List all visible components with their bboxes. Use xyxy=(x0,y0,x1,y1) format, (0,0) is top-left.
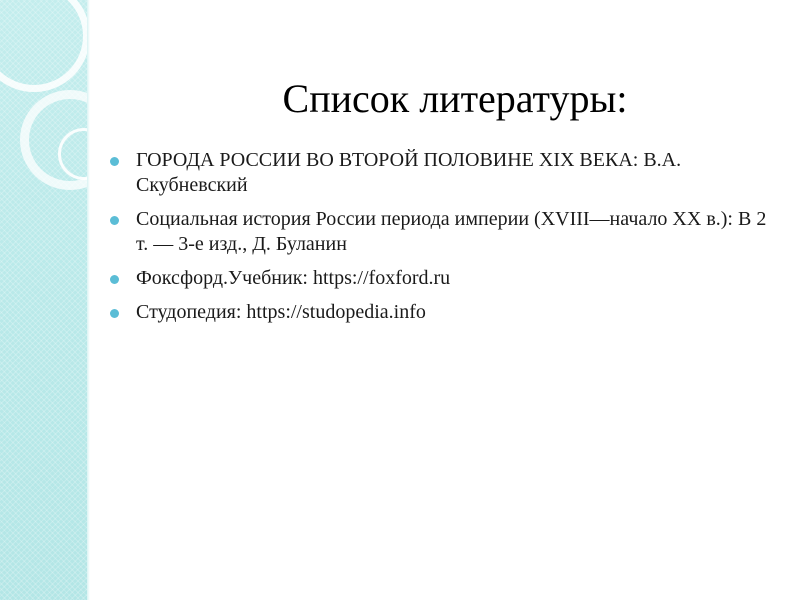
bullet-list xyxy=(104,148,774,334)
decorative-ring xyxy=(58,128,110,180)
bullet-dot-icon xyxy=(110,275,119,284)
bullet-item xyxy=(104,300,774,325)
decorative-side-panel xyxy=(0,0,88,600)
decorative-ring xyxy=(0,0,90,92)
bullet-text: ГОРОДА РОССИИ ВО ВТОРОЙ ПОЛОВИНЕ XIX ВЕКА: В.А. Скубневский xyxy=(136,149,682,196)
slide-title: Список литературы: xyxy=(282,75,628,121)
bullet-item xyxy=(104,148,774,198)
bullet-item xyxy=(104,207,774,257)
bullet-dot-icon xyxy=(110,309,119,318)
bullet-text: Студопедия: https://studopedia.info xyxy=(136,301,426,323)
bullet-text: Социальная история России периода империи (XVIII—начало XX в.): В 2 т. — 3-е изд., Д. Буланин xyxy=(136,208,767,255)
panel-edge xyxy=(87,0,90,600)
bullet-dot-icon xyxy=(110,157,119,166)
bullet-dot-icon xyxy=(110,216,119,225)
bullet-text: Фоксфорд.Учебник: https://foxford.ru xyxy=(136,267,451,289)
bullet-item xyxy=(104,266,774,291)
